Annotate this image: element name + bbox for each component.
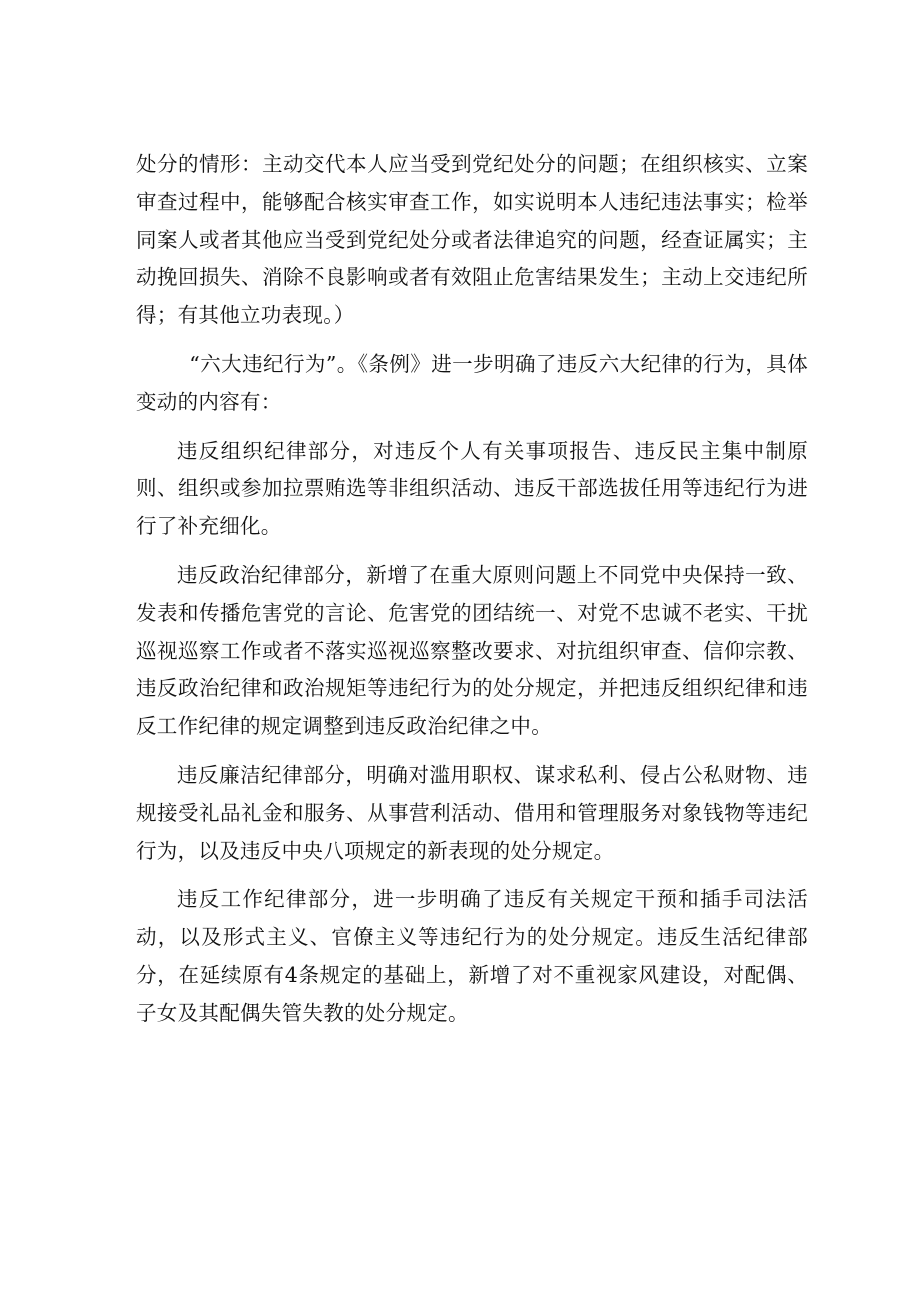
paragraph-six-violations-intro: “六大违纪行为”。《条例》进一步明确了违反六大纪律的行为，具体变动的内容有： (136, 351, 808, 414)
paragraph-work-and-life-discipline: 违反工作纪律部分，进一步明确了违反有关规定干预和插手司法活动，以及形式主义、官僚主义等违纪行为的处分规定。违反生活纪律部分，在延续原有4条规定的基础上，新增了对不重视家风建设，对配偶、子女及其配偶失管失教的处分规定。 (136, 887, 808, 1025)
paragraph-mitigating-circumstances: 处分的情形：主动交代本人应当受到党纪处分的问题；在组织核实、立案审查过程中，能够配合核实审查工作，如实说明本人违纪违法事实；检举同案人或者其他应当受到党纪处分或者法律追究的问题，经查证属实；主动挽回损失、消除不良影响或者有效阻止危害结果发生；主动上交违纪所得；有其他立功表现。） (136, 152, 808, 328)
paragraph-integrity-discipline: 违反廉洁纪律部分，明确对滥用职权、谋求私利、侵占公私财物、违规接受礼品礼金和服务、从事营利活动、借用和管理服务对象钱物等违纪行为，以及违反中央八项规定的新表现的处分规定。 (136, 762, 808, 863)
document-body (136, 146, 808, 1044)
paragraph-organizational-discipline: 违反组织纪律部分，对违反个人有关事项报告、违反民主集中制原则、组织或参加拉票贿选等非组织活动、违反干部选拔任用等违纪行为进行了补充细化。 (136, 438, 808, 539)
paragraph-political-discipline: 违反政治纪律部分，新增了在重大原则问题上不同党中央保持一致、发表和传播危害党的言论、危害党的团结统一、对党不忠诚不老实、干扰巡视巡察工作或者不落实巡视巡察整改要求、对抗组织审查、信仰宗教、违反政治纪律和政治规矩等违纪行为的处分规定，并把违反组织纪律和违反工作纪律的规定调整到违反政治纪律之中。 (136, 562, 808, 739)
